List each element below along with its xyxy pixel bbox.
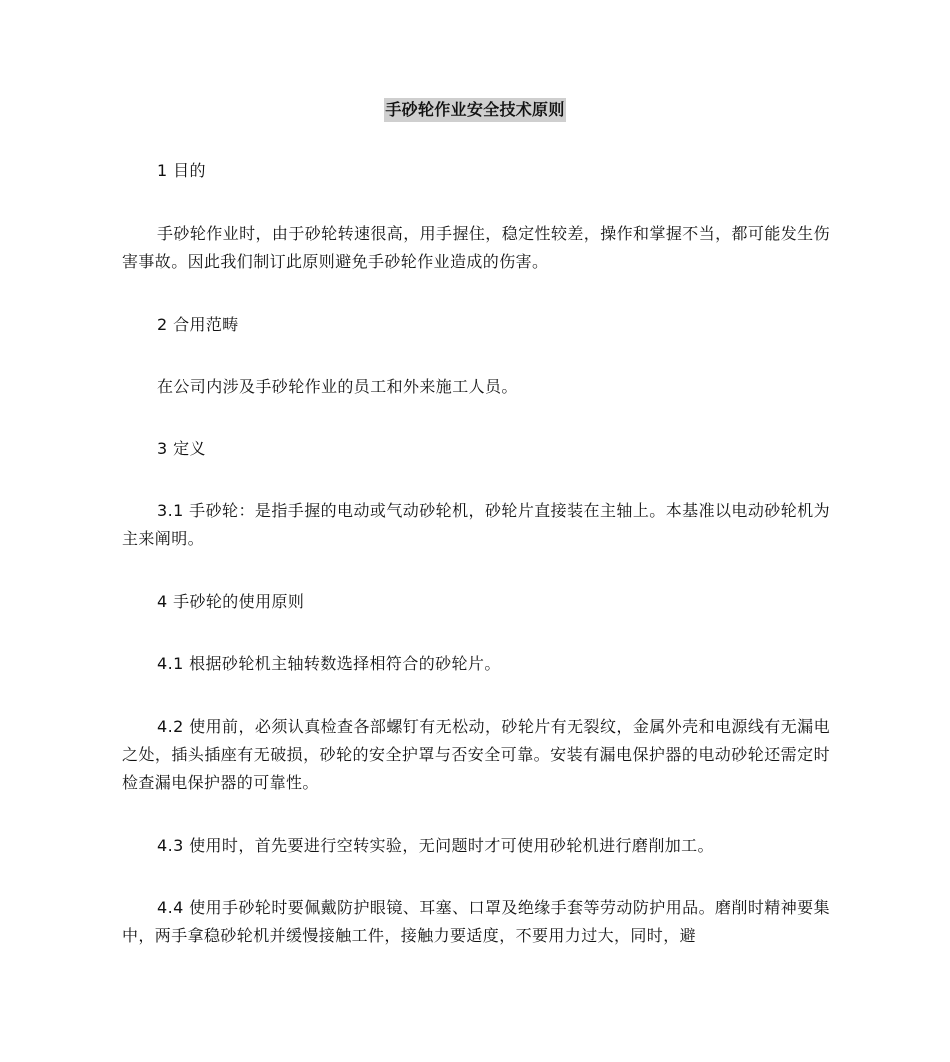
section-heading-purpose: 1 目的 bbox=[157, 161, 206, 180]
document-title: 手砂轮作业安全技术原则 bbox=[384, 98, 565, 122]
paragraph-purpose: 手砂轮作业时，由于砂轮转速很高，用手握住，稳定性较差，操作和掌握不当，都可能发生伤害事故。因此我们制订此原则避免手砂轮作业造成的伤害。 bbox=[122, 224, 830, 271]
title-wrap bbox=[0, 98, 950, 122]
section-heading-definition: 3 定义 bbox=[157, 439, 206, 458]
paragraph-definition-3-1: 3.1 手砂轮：是指手握的电动或气动砂轮机，砂轮片直接装在主轴上。本基准以电动砂轮机为主来阐明。 bbox=[122, 501, 830, 548]
section-heading-usage: 4 手砂轮的使用原则 bbox=[157, 592, 305, 611]
paragraph-usage-4-3: 4.3 使用时，首先要进行空转实验，无问题时才可使用砂轮机进行磨削加工。 bbox=[157, 836, 714, 855]
section-heading-scope: 2 合用范畴 bbox=[157, 315, 239, 334]
paragraph-usage-4-4: 4.4 使用手砂轮时要佩戴防护眼镜、耳塞、口罩及绝缘手套等劳动防护用品。磨削时精神要集中，两手拿稳砂轮机并缓慢接触工件，接触力要适度，不要用力过大，同时，避 bbox=[122, 898, 830, 945]
paragraph-usage-4-1: 4.1 根据砂轮机主轴转数选择相符合的砂轮片。 bbox=[157, 654, 501, 673]
paragraph-scope: 在公司内涉及手砂轮作业的员工和外来施工人员。 bbox=[157, 377, 518, 396]
paragraph-usage-4-2: 4.2 使用前，必须认真检查各部螺钉有无松动，砂轮片有无裂纹，金属外壳和电源线有无漏电之处，插头插座有无破损，砂轮的安全护罩与否安全可靠。安装有漏电保护器的电动砂轮还需定时检查漏电保护器的可靠性。 bbox=[122, 717, 830, 792]
